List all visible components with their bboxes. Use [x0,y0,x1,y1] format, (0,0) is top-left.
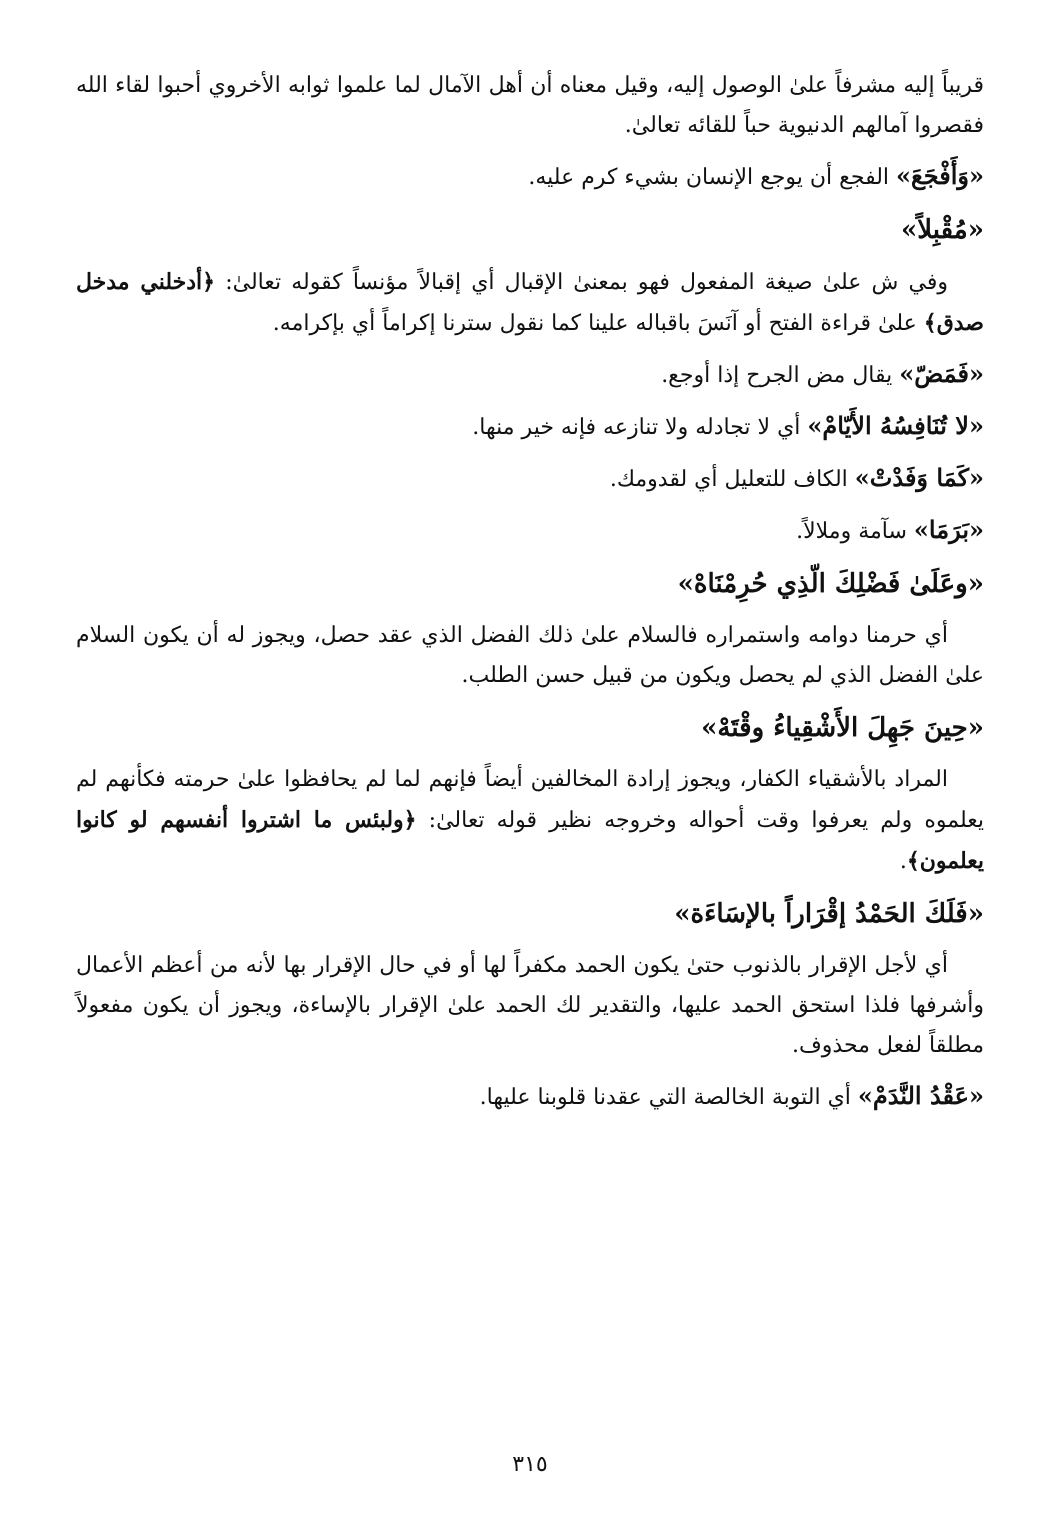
entry-aqd-nadam [76,1076,984,1118]
heading-hamd: «فَلَكَ الحَمْدُ إقْرَاراً بالإسَاءَة» [674,899,984,929]
entry-barama [76,510,984,552]
paragraph-text: المراد بالأشقياء الكفار، ويجوز إرادة المخالفين أيضاً فإنهم لما لم يحافظوا علىٰ حرمته فكأنهم لم يعلموه ولم يعرفوا وقت أحواله وخروجه نظير قوله تعالىٰ: [76,767,984,833]
entry-term: «فَمَضّ» [899,359,984,388]
jahl-paragraph [76,760,984,882]
entry-term: «عَقْدُ النَّدَمْ» [857,1081,984,1110]
quran-quote: ﴿ولبئس ما اشتروا أنفسهم لو كانوا يعلمون﴾ [76,807,984,874]
heading-fadl: «وعَلَىٰ فَضْلِكَ الّذِي حُرِمْنَاهْ» [677,569,984,599]
hamd-paragraph [76,946,984,1066]
intro-paragraph [76,66,984,146]
entry-kama-wafadt [76,458,984,500]
muqbila-paragraph [76,262,984,344]
entry-afjaa [76,156,984,198]
entry-term: «لا تُنَافِسُهُ الأَيّامْ» [807,411,984,440]
entry-tunafisuhu [76,406,984,448]
fadl-paragraph [76,616,984,696]
intro-text: قريباً إليه مشرفاً علىٰ الوصول إليه، وقيل معناه أن أهل الآمال لما علموا ثوابه الأخروي أحبوا لقاء الله فقصروا آمالهم الدنيوية حباً للقائه تعالىٰ. [76,73,984,138]
entry-text: أي لا تجادله ولا تنازعه فإنه خير منها. [472,415,808,440]
entry-term: «وَأَفْجَعَ» [896,161,984,190]
entry-text: الفجع أن يوجع الإنسان بشيء كرم عليه. [528,165,896,190]
heading-jahl: «حِينَ جَهِلَ الأَشْقِياءُ وقْتَهْ» [701,713,984,743]
entry-text: الكاف للتعليل أي لقدومك. [609,467,855,492]
paragraph-text: . [899,849,907,874]
quran-quote: ﴿أدخلني مدخل صدق﴾ [76,269,984,336]
paragraph-text: أي حرمنا دوامه واستمراره فالسلام علىٰ ذلك الفضل الذي عقد حصل، ويجوز له أن يكون السلام علىٰ الفضل الذي لم يحصل ويكون من قبيل حسن الطلب. [76,623,984,688]
paragraph-text: علىٰ قراءة الفتح أو آنَسَ باقباله علينا كما نقول سترنا إكراماً أي بإكرامه. [272,311,924,336]
heading-muqbila: «مُقْبِلاً» [901,215,984,245]
paragraph-text: وفي ش علىٰ صيغة المفعول فهو بمعنىٰ الإقبال أي إقبالاً مؤنساً كقوله تعالىٰ: [215,270,948,295]
entry-text: أي التوبة الخالصة التي عقدنا قلوبنا عليها. [479,1085,858,1110]
page-number: ٣١٥ [512,1452,548,1477]
entry-term: «بَرَمَا» [913,515,984,544]
entry-text: سآمة وملالاً. [796,519,914,544]
entry-term: «كَمَا وَفَدْتْ» [854,463,984,492]
entry-text: يقال مض الجرح إذا أوجع. [661,363,900,388]
entry-famadd [76,354,984,396]
paragraph-text: أي لأجل الإقرار بالذنوب حتىٰ يكون الحمد مكفراً لها أو في حال الإقرار بها لأنه من أعظم الأعمال وأشرفها فلذا استحق الحمد عليها، والتقدير لك الحمد علىٰ الإقرار بالإساءة، ويجوز أن يكون مفعولاً مطلقاً لفعل محذوف. [76,953,984,1058]
page-body [76,66,984,1128]
